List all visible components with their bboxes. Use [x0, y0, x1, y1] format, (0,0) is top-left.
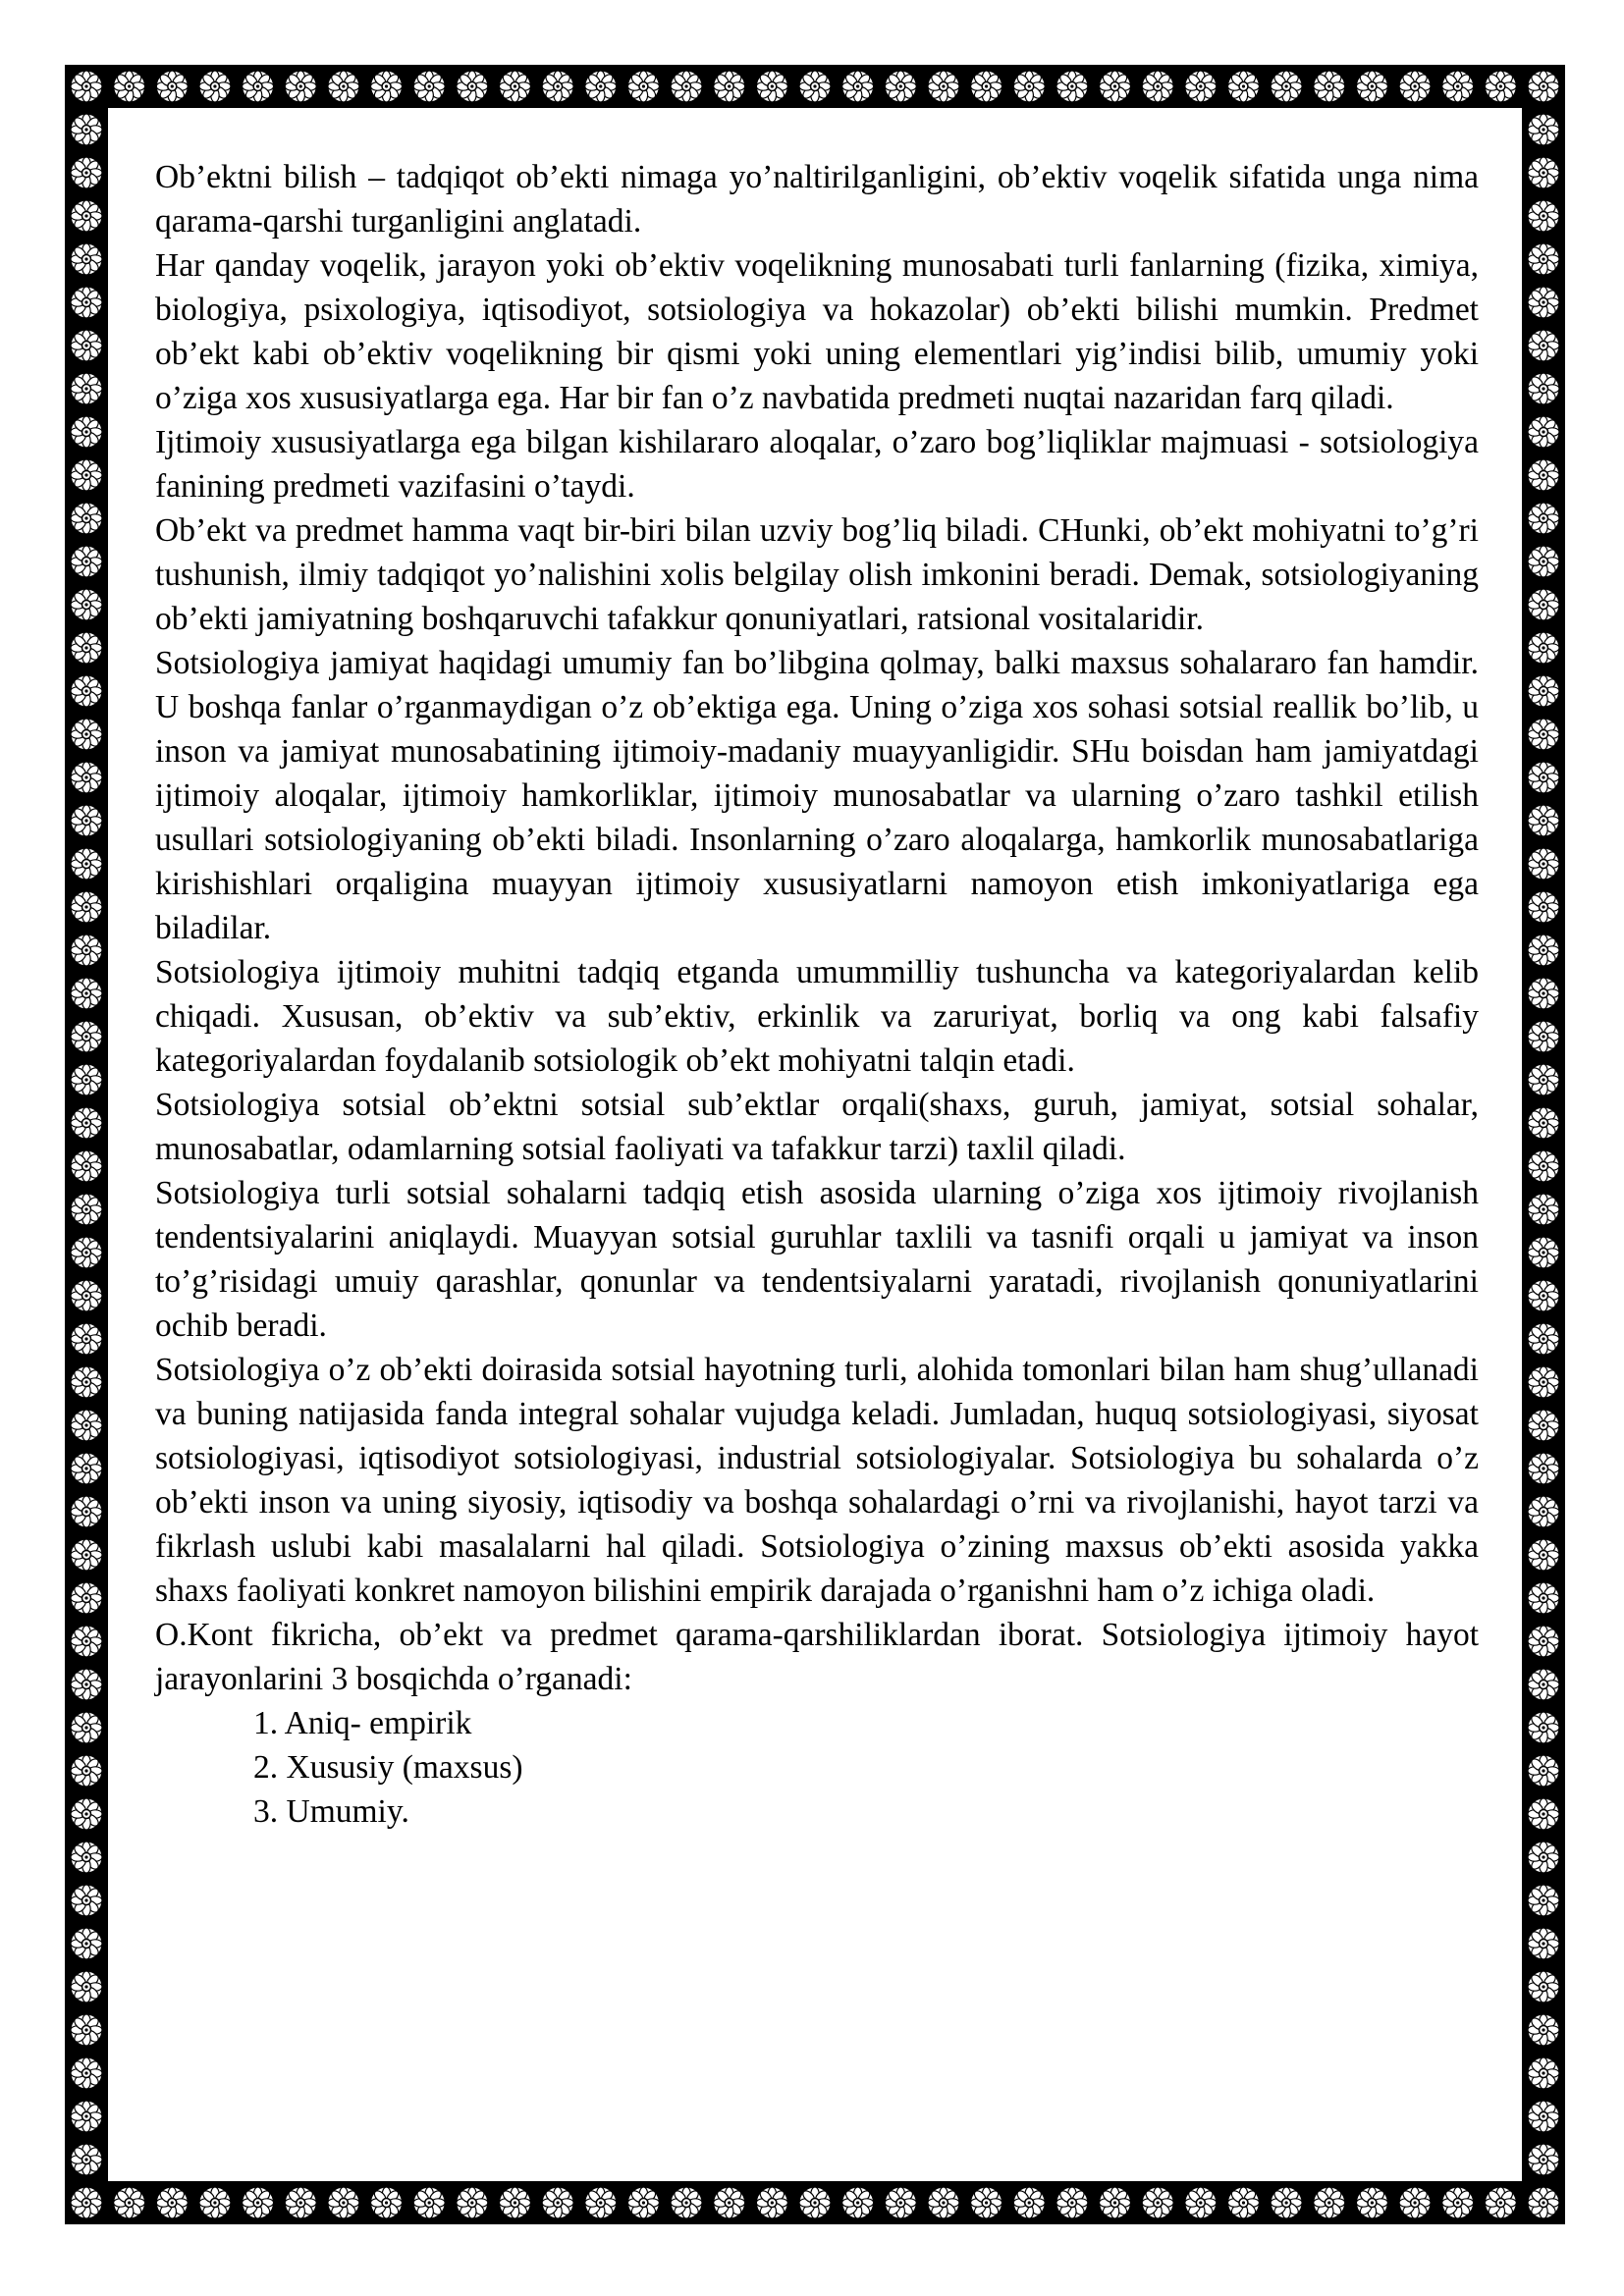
flower-icon	[1528, 1971, 1559, 2002]
flower-icon	[542, 2187, 573, 2218]
flower-icon	[1399, 2187, 1431, 2218]
flower-icon	[1528, 1626, 1559, 1657]
flower-icon	[1485, 71, 1516, 102]
flower-icon	[71, 1410, 102, 1441]
flower-icon	[1100, 2187, 1131, 2218]
flower-icon	[71, 1237, 102, 1268]
flower-icon	[413, 71, 445, 102]
flower-icon	[842, 2187, 874, 2218]
flower-icon	[328, 71, 359, 102]
flower-icon	[1185, 71, 1217, 102]
flower-icon	[71, 1323, 102, 1355]
flower-icon	[71, 1928, 102, 1959]
flower-icon	[1528, 762, 1559, 793]
flower-icon	[1528, 632, 1559, 664]
flower-icon	[756, 71, 787, 102]
flower-icon	[585, 71, 617, 102]
flower-icon	[1528, 243, 1559, 275]
flower-icon	[71, 632, 102, 664]
flower-icon	[71, 1496, 102, 1527]
flower-icon	[71, 416, 102, 448]
flower-icon	[71, 114, 102, 145]
flower-icon	[457, 2187, 488, 2218]
flower-icon	[1227, 2187, 1259, 2218]
flower-icon	[71, 373, 102, 404]
paragraph-kont-fikricha: O.Kont fikricha, ob’ekt va predmet qarama-qarshiliklardan iborat. Sotsiologiya ijtimoiy hayot jarayonlarini 3 bosqichda o’rganadi:	[155, 1617, 1479, 1697]
paragraph-sotsial-sohalar: Sotsiologiya turli sotsial sohalarni tadqiq etish asosida ularning o’ziga xos ijtimoiy rivojlanish tendentsiyalarini aniqlaydi. Muayyan sotsial guruhlar taxlili va tasnifi orqali u jamiyat va inson to’g’risidagi umuiy qarashlar, qonunlar va tendentsiyalarni yaratadi, rivojlanish qonuniyatlarini ochib beradi.	[155, 1175, 1479, 1344]
flower-icon	[1528, 1280, 1559, 1311]
flower-icon	[714, 71, 745, 102]
flower-icon	[627, 2187, 659, 2218]
flower-icon	[1528, 589, 1559, 620]
flower-icon	[1227, 71, 1259, 102]
flower-icon	[199, 2187, 231, 2218]
flower-icon	[1528, 1366, 1559, 1398]
flower-icon	[1528, 1798, 1559, 1830]
flower-icon	[885, 71, 916, 102]
flower-icon	[671, 71, 702, 102]
flower-icon	[1528, 1194, 1559, 1225]
flower-icon	[1528, 416, 1559, 448]
flower-icon	[243, 71, 274, 102]
paragraph-har-qanday-voqelik: Har qanday voqelik, jarayon yoki ob’ektiv voqelikning munosabati turli fanlarning (fizika, ximiya, biologiya, psixologiya, iqtisodiyot, sotsiologiya va hokazolar) ob’ekti bilishi mumkin. Predmet ob’ekt kabi ob’ektiv voqelikning bir qismi yoki uning elementlari yig’indisi bilib, umumiy yoki o’ziga xos xususiyatlarga ega. Har bir fan o’z navbatida predmeti nuqtai nazaridan farq qiladi.	[155, 247, 1479, 416]
flower-icon	[71, 2187, 102, 2218]
flower-icon	[199, 71, 231, 102]
flower-icon	[71, 1150, 102, 1182]
flower-icon	[285, 71, 316, 102]
flower-icon	[71, 243, 102, 275]
flower-icon	[457, 71, 488, 102]
flower-icon	[1528, 1928, 1559, 1959]
flower-icon	[1528, 805, 1559, 836]
flower-icon	[1528, 330, 1559, 361]
flower-icon	[1314, 71, 1345, 102]
flower-icon	[1100, 71, 1131, 102]
flower-icon	[1528, 1582, 1559, 1614]
flower-icon	[542, 71, 573, 102]
flower-icon	[71, 934, 102, 966]
flower-icon	[156, 2187, 188, 2218]
flower-icon	[71, 1842, 102, 1873]
flower-icon	[971, 71, 1002, 102]
flower-icon	[71, 1626, 102, 1657]
flower-icon	[71, 503, 102, 534]
paragraph-sotsiologiya-jamiyat: Sotsiologiya jamiyat haqidagi umumiy fan bo’libgina qolmay, balki maxsus sohalararo fan hamdir. U boshqa fanlar o’rganmaydigan o’z ob’ektiga ega. Uning o’ziga xos sohasi sotsial reallik bo’lib, u inson va jamiyat munosabatining ijtimoiy-madaniy muayyanligidir. SHu boisdan ham jamiyatdagi ijtimoiy aloqalar, ijtimoiy hamkorliklar, ijtimoiy munosabatlar va ularning o’zaro tashkil etilish usullari sotsiologiyaning ob’ekti biladi. Insonlarning o’zaro aloqalarga, hamkorlik munosabatlariga kirishishlari orqaligina muayyan ijtimoiy xususiyatlarni namoyon etish imkoniyatlariga ega biladilar.	[155, 645, 1479, 946]
flower-icon	[627, 71, 659, 102]
flower-icon	[1528, 71, 1559, 102]
flower-icon	[1271, 71, 1302, 102]
flower-icon	[1528, 2144, 1559, 2175]
flower-icon	[1528, 2187, 1559, 2218]
flower-icon	[71, 1582, 102, 1614]
flower-icon	[1528, 1107, 1559, 1139]
flower-icon	[1528, 978, 1559, 1009]
flower-icon	[371, 2187, 403, 2218]
flower-icon	[1528, 848, 1559, 880]
flower-icon	[71, 1885, 102, 1916]
flower-icon	[71, 719, 102, 750]
flower-icon	[114, 2187, 145, 2218]
flower-icon	[71, 1755, 102, 1787]
flower-icon	[71, 287, 102, 318]
paragraph-ijtimoiy-xususiyatlar: Ijtimoiy xususiyatlarga ega bilgan kishilararo aloqalar, o’zaro bog’liqliklar majmuasi - sotsiologiya fanining predmeti vazifasini o’taydi.	[155, 424, 1479, 505]
flower-icon	[1528, 675, 1559, 707]
flower-icon	[1528, 1755, 1559, 1787]
flower-icon	[71, 1798, 102, 1830]
list-item: 1. Aniq- empirik	[253, 1705, 472, 1741]
flower-icon	[71, 2144, 102, 2175]
flower-icon	[1528, 373, 1559, 404]
flower-icon	[499, 2187, 530, 2218]
flower-icon	[671, 2187, 702, 2218]
flower-icon	[71, 762, 102, 793]
paragraph-integral-sohalar: Sotsiologiya o’z ob’ekti doirasida sotsial hayotning turli, alohida tomonlari bilan ham shug’ullanadi va buning natijasida fanda integral sohalar vujudga keladi. Jumladan, huquq sotsiologiyasi, siyosat sotsiologiyasi, iqtisodiyot sotsiologiyasi, industrial sotsiologiyalar. Sotsiologiya bu sohalarda o’z ob’ekti inson va uning siyosiy, iqtisodiy va boshqa sohalardagi o’rni va rivojlanishi, hayot tarzi va fikrlash uslubi kabi masalalarni hal qiladi. Sotsiologiya o’zining maxsus ob’ekti asosida yakka shaxs faoliyati konkret namoyon bilishini empirik darajada o’rganishni ham o’z ichiga oladi.	[155, 1352, 1479, 1609]
flower-icon	[756, 2187, 787, 2218]
flower-icon	[71, 1453, 102, 1484]
flower-icon	[1528, 114, 1559, 145]
flower-icon	[1013, 71, 1045, 102]
flower-icon	[585, 2187, 617, 2218]
flower-icon	[1356, 2187, 1387, 2218]
paragraph-ijtimoiy-muhit: Sotsiologiya ijtimoiy muhitni tadqiq etganda umummilliy tushuncha va kategoriyalardan kelib chiqadi. Xususan, ob’ektiv va sub’ektiv, erkinlik va zaruriyat, borliq va ong kabi falsafiy kategoriyalardan foydalanib sotsiologik ob’ekt mohiyatni talqin etadi.	[155, 954, 1479, 1079]
flower-icon	[1528, 1539, 1559, 1571]
flower-icon	[71, 1971, 102, 2002]
flower-icon	[1528, 157, 1559, 188]
flower-icon	[1528, 1885, 1559, 1916]
paragraph-objekt-va-predmet: Ob’ekt va predmet hamma vaqt bir-biri bilan uzviy bog’liq biladi. CHunki, ob’ekt mohiyatni to’g’ri tushunish, ilmiy tadqiqot yo’nalishini xolis belgilay olish imkonini beradi. Demak, sotsiologiyaning ob’ekti jamiyatning boshqaruvchi tafakkur qonuniyatlari, ratsional vositalaridir.	[155, 512, 1479, 637]
list-item: 2. Xususiy (maxsus)	[253, 1749, 523, 1786]
flower-icon	[499, 71, 530, 102]
flower-icon	[1528, 546, 1559, 577]
flower-icon	[1056, 71, 1088, 102]
flower-icon	[71, 1064, 102, 1095]
flower-icon	[1528, 503, 1559, 534]
flower-icon	[1528, 1410, 1559, 1441]
flower-icon	[71, 675, 102, 707]
paragraph-sotsial-objekt: Sotsiologiya sotsial ob’ektni sotsial sub’ektlar orqali(shaxs, guruh, jamiyat, sotsial sohalar, munosabatlar, odamlarning sotsial faoliyati va tafakkur tarzi) taxlil qiladi.	[155, 1087, 1479, 1167]
flower-icon	[71, 1280, 102, 1311]
flower-icon	[1142, 71, 1173, 102]
flower-icon	[71, 1712, 102, 1743]
flower-icon	[799, 2187, 831, 2218]
flower-icon	[1528, 719, 1559, 750]
flower-icon	[328, 2187, 359, 2218]
flower-icon	[285, 2187, 316, 2218]
flower-icon	[1528, 200, 1559, 232]
flower-icon	[1314, 2187, 1345, 2218]
flower-icon	[71, 589, 102, 620]
paragraph-objekt-bilish: Ob’ektni bilish – tadqiqot ob’ekti nimaga yo’naltirilganligini, ob’ektiv voqelik sifatida unga nima qarama-qarshi turganligini anglatadi.	[155, 159, 1479, 240]
flower-icon	[885, 2187, 916, 2218]
flower-icon	[71, 1021, 102, 1052]
flower-icon	[71, 200, 102, 232]
flower-icon	[1528, 1323, 1559, 1355]
flower-icon	[1528, 1453, 1559, 1484]
flower-icon	[71, 2057, 102, 2089]
flower-icon	[1442, 2187, 1474, 2218]
flower-icon	[1142, 2187, 1173, 2218]
flower-icon	[1013, 2187, 1045, 2218]
flower-icon	[1528, 1021, 1559, 1052]
flower-icon	[71, 1107, 102, 1139]
flower-icon	[71, 330, 102, 361]
flower-icon	[1528, 891, 1559, 923]
flower-icon	[114, 71, 145, 102]
flower-icon	[1528, 1669, 1559, 1700]
flower-icon	[156, 71, 188, 102]
flower-icon	[1528, 2057, 1559, 2089]
flower-icon	[842, 71, 874, 102]
flower-icon	[243, 2187, 274, 2218]
flower-icon	[71, 978, 102, 1009]
flower-icon	[71, 2101, 102, 2132]
flower-icon	[1528, 459, 1559, 491]
flower-icon	[1399, 71, 1431, 102]
flower-icon	[1528, 1496, 1559, 1527]
flower-icon	[71, 546, 102, 577]
flower-icon	[71, 1366, 102, 1398]
flower-icon	[1271, 2187, 1302, 2218]
flower-icon	[1528, 2014, 1559, 2046]
flower-icon	[1528, 934, 1559, 966]
flower-icon	[71, 848, 102, 880]
flower-icon	[71, 2014, 102, 2046]
flower-icon	[1528, 1237, 1559, 1268]
flower-icon	[71, 891, 102, 923]
flower-icon	[928, 2187, 959, 2218]
flower-icon	[1356, 71, 1387, 102]
list-item: 3. Umumiy.	[253, 1793, 409, 1830]
flower-icon	[71, 1539, 102, 1571]
flower-icon	[1528, 1842, 1559, 1873]
flower-icon	[71, 805, 102, 836]
flower-icon	[71, 71, 102, 102]
flower-icon	[71, 1669, 102, 1700]
flower-icon	[1528, 287, 1559, 318]
flower-icon	[714, 2187, 745, 2218]
flower-icon	[1528, 1150, 1559, 1182]
flower-icon	[71, 459, 102, 491]
flower-icon	[1528, 2101, 1559, 2132]
flower-icon	[928, 71, 959, 102]
flower-icon	[1485, 2187, 1516, 2218]
flower-icon	[371, 71, 403, 102]
stages-list	[155, 1701, 1479, 1834]
flower-icon	[1442, 71, 1474, 102]
flower-icon	[1528, 1712, 1559, 1743]
flower-icon	[71, 1194, 102, 1225]
flower-icon	[1056, 2187, 1088, 2218]
flower-icon	[799, 71, 831, 102]
flower-icon	[1185, 2187, 1217, 2218]
document-body	[155, 155, 1479, 1834]
flower-icon	[971, 2187, 1002, 2218]
flower-icon	[71, 157, 102, 188]
flower-icon	[1528, 1064, 1559, 1095]
flower-icon	[413, 2187, 445, 2218]
